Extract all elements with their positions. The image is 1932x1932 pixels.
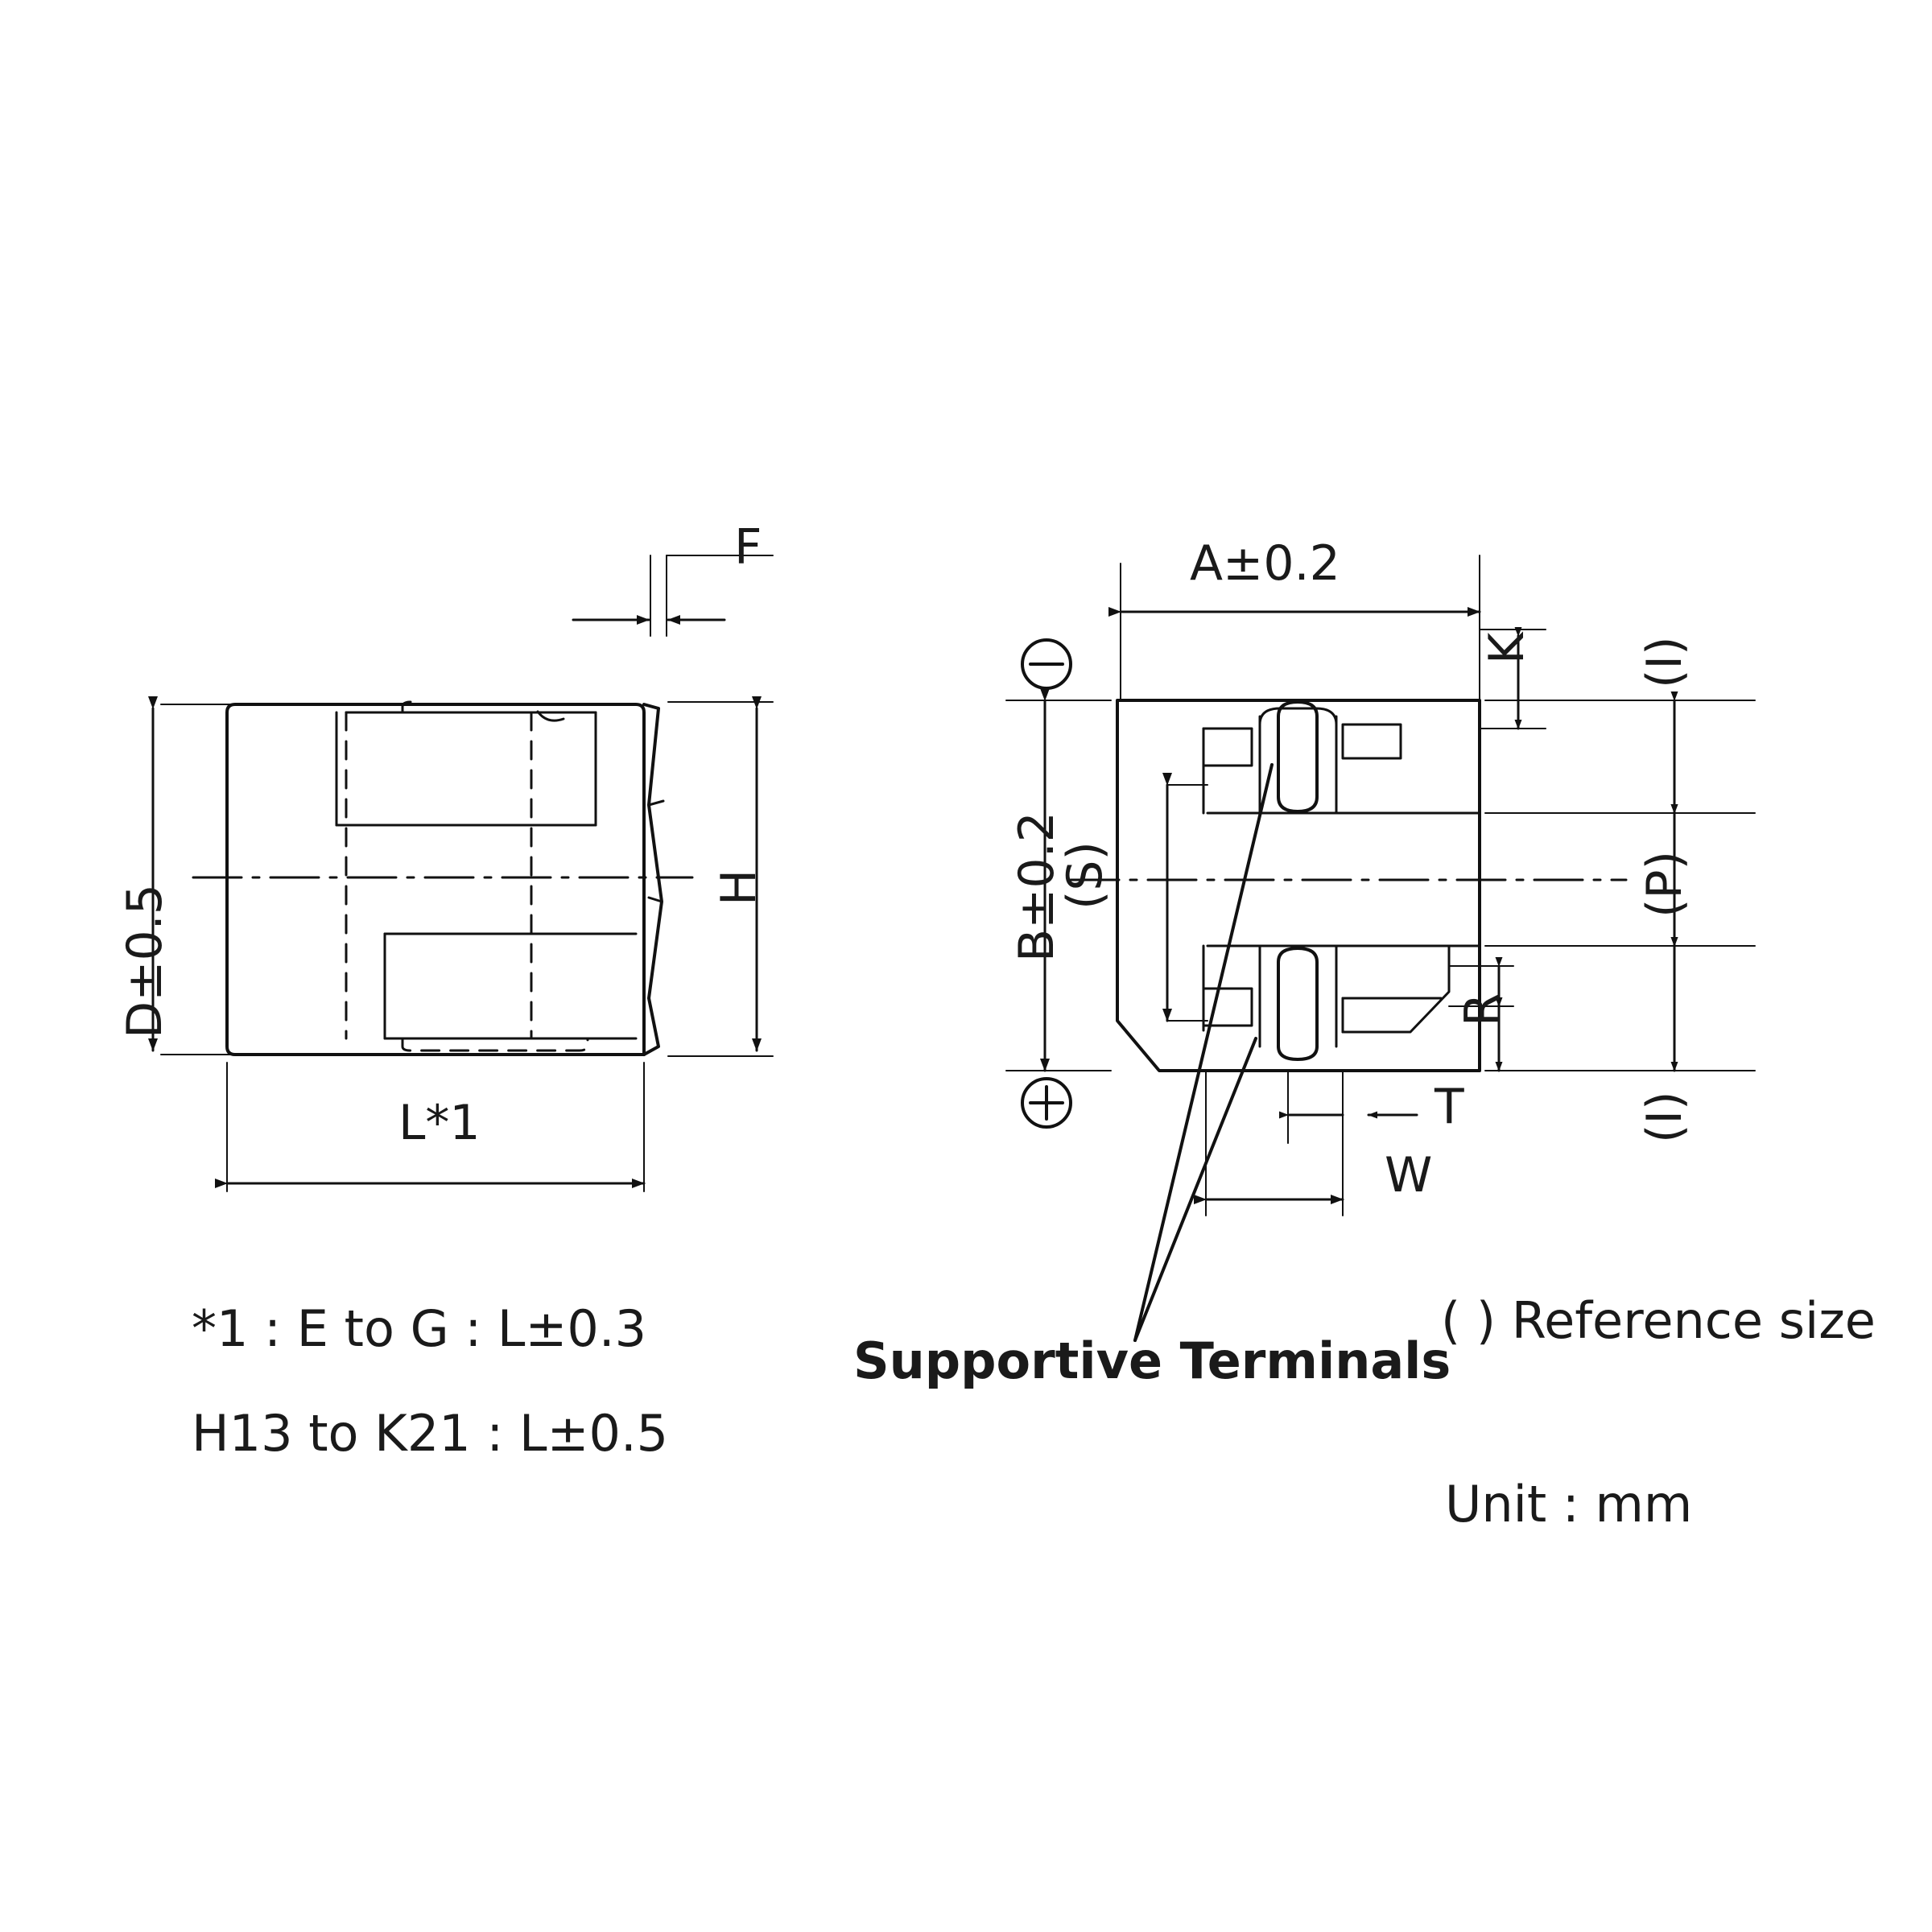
dim-label-W: W xyxy=(1385,1147,1433,1203)
polarity-negative-symbol xyxy=(1022,640,1071,688)
dim-label-K: K xyxy=(1479,632,1535,664)
dim-label-H: H xyxy=(711,869,767,906)
reference-size-note: ( ) Reference size xyxy=(1441,1291,1876,1350)
footnote-2: H13 to K21 : L±0.5 xyxy=(192,1404,669,1463)
footnote-1: *1 : E to G : L±0.3 xyxy=(192,1299,647,1358)
unit-note: Unit : mm xyxy=(1445,1475,1693,1534)
dim-label-I-bottom: (I) xyxy=(1637,1091,1693,1143)
dim-label-D: D±0.5 xyxy=(117,884,173,1038)
dim-label-R: R xyxy=(1455,993,1511,1026)
dim-label-B: B±0.2 xyxy=(1009,811,1065,962)
dim-label-S: (S) xyxy=(1057,841,1113,910)
polarity-positive-symbol xyxy=(1022,1079,1071,1127)
dim-label-L: L*1 xyxy=(398,1095,481,1151)
dim-label-T: T xyxy=(1435,1079,1464,1135)
supportive-terminals-note: Supportive Terminals xyxy=(853,1331,1451,1390)
dim-label-P: (P) xyxy=(1637,851,1693,918)
dim-label-A: A±0.2 xyxy=(1190,535,1340,592)
dim-label-F: F xyxy=(734,519,762,576)
dim-label-I-top: (I) xyxy=(1637,636,1693,688)
